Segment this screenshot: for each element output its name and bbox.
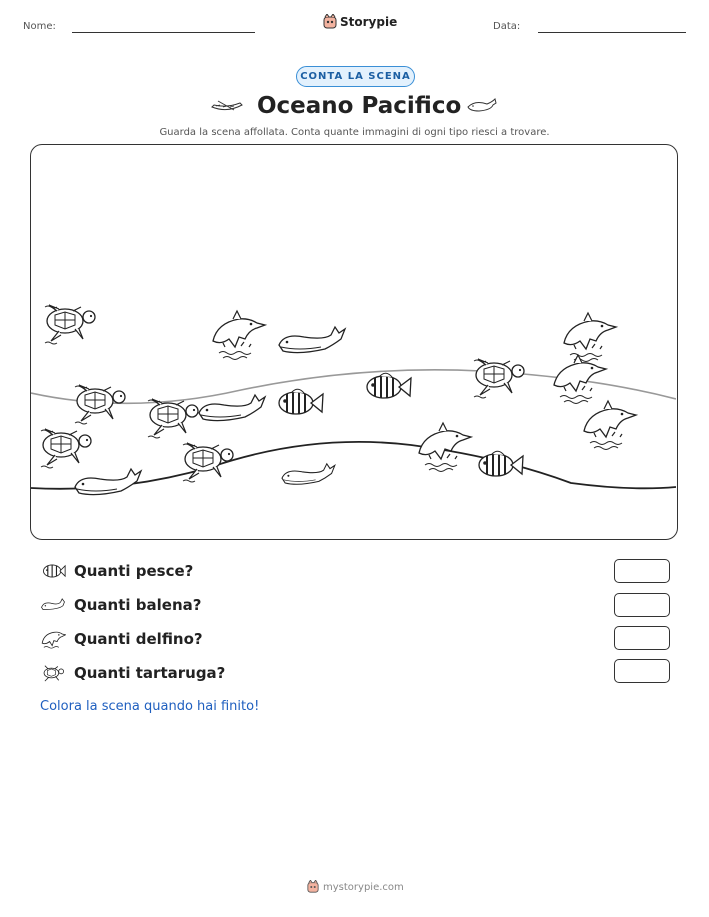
answer-box-dolphin[interactable] bbox=[614, 626, 670, 650]
brand-name: Storypie bbox=[340, 15, 398, 29]
fish-3 bbox=[479, 451, 523, 476]
ocean-scene bbox=[30, 144, 678, 540]
question-dolphin bbox=[40, 629, 203, 649]
storypie-mascot-icon bbox=[307, 880, 319, 894]
turtle-4 bbox=[148, 399, 198, 438]
whale-4 bbox=[282, 464, 335, 484]
turtle-1 bbox=[45, 305, 95, 344]
question-text: Quanti pesce? bbox=[74, 562, 194, 580]
date-line[interactable] bbox=[538, 32, 686, 33]
answer-box-fish[interactable] bbox=[614, 559, 670, 583]
fish-2 bbox=[279, 389, 323, 414]
page-title: Oceano Pacifico bbox=[257, 93, 462, 119]
site-footer bbox=[307, 880, 404, 894]
whale-2 bbox=[199, 395, 265, 421]
question-text: Quanti balena? bbox=[74, 596, 202, 614]
turtle-6 bbox=[474, 359, 524, 398]
site-url[interactable]: mystorypie.com bbox=[323, 881, 404, 893]
fish-1 bbox=[367, 373, 411, 398]
whale-icon bbox=[40, 597, 66, 613]
dolphin-4 bbox=[584, 401, 636, 450]
name-label: Nome: bbox=[23, 21, 56, 32]
section-badge: CONTA LA SCENA bbox=[296, 66, 415, 87]
dolphin-icon bbox=[40, 629, 66, 649]
turtle-2 bbox=[75, 385, 125, 424]
question-fish bbox=[40, 562, 193, 580]
dolphin-1 bbox=[213, 311, 265, 360]
whale-1 bbox=[279, 327, 345, 353]
answer-box-turtle[interactable] bbox=[614, 659, 670, 683]
instructions: Guarda la scena affollata. Conta quante immagini di ogni tipo riesci a trovare. bbox=[159, 127, 550, 138]
whale-icon bbox=[465, 96, 499, 118]
name-line[interactable] bbox=[72, 32, 255, 33]
question-turtle bbox=[40, 663, 225, 683]
date-label: Data: bbox=[493, 21, 521, 32]
question-whale bbox=[40, 596, 201, 614]
canoe-icon bbox=[210, 97, 244, 119]
dolphin-5 bbox=[419, 423, 471, 472]
storypie-mascot-icon bbox=[323, 14, 337, 30]
question-text: Quanti tartaruga? bbox=[74, 664, 226, 682]
answer-box-whale[interactable] bbox=[614, 593, 670, 617]
dolphin-3 bbox=[554, 355, 606, 404]
turtle-3 bbox=[41, 429, 91, 468]
fish-icon bbox=[40, 562, 66, 580]
brand-logo bbox=[323, 14, 397, 30]
turtle-icon bbox=[40, 663, 66, 683]
whale-3 bbox=[75, 469, 141, 495]
question-text: Quanti delfino? bbox=[74, 630, 203, 648]
coloring-note: Colora la scena quando hai finito! bbox=[40, 699, 260, 714]
dolphin-2 bbox=[564, 313, 616, 362]
